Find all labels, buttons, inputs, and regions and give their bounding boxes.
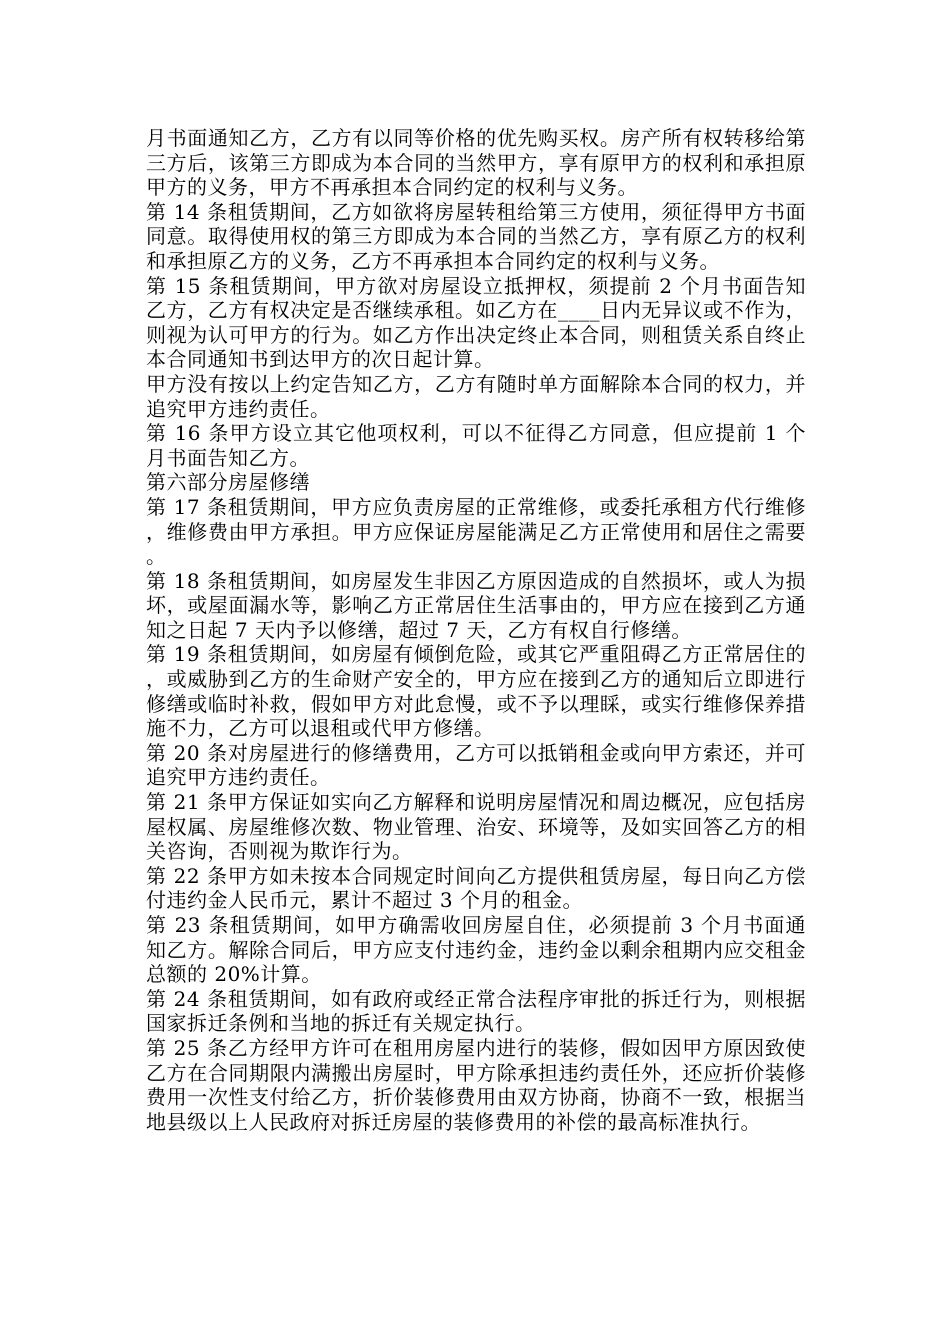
paragraph-article-24: 第 24 条租赁期间，如有政府或经正常合法程序审批的拆迁行为，则根据国家拆迁条例和当地的拆迁有关规定执行。 bbox=[146, 986, 806, 1036]
document-body bbox=[146, 126, 806, 1134]
paragraph-article-15: 第 15 条租赁期间，甲方欲对房屋设立抵押权，须提前 2 个月书面告知乙方，乙方有权决定是否继续承租。如乙方在____日内无异议或不作为，则视为认可甲方的行为。如乙方作出决定终止本合同，则租赁关系自终止本合同通知书到达甲方的次日起计算。 bbox=[146, 273, 806, 372]
paragraph-article-22: 第 22 条甲方如未按本合同规定时间向乙方提供租赁房屋，每日向乙方偿付违约金人民币元，累计不超过 3 个月的租金。 bbox=[146, 863, 806, 913]
paragraph-article-15-notice: 甲方没有按以上约定告知乙方，乙方有随时单方面解除本合同的权力，并追究甲方违约责任。 bbox=[146, 371, 806, 421]
paragraph-article-21: 第 21 条甲方保证如实向乙方解释和说明房屋情况和周边概况，应包括房屋权属、房屋维修次数、物业管理、治安、环境等，及如实回答乙方的相关咨询，否则视为欺诈行为。 bbox=[146, 790, 806, 864]
paragraph-article-17: 第 17 条租赁期间，甲方应负责房屋的正常维修，或委托承租方代行维修，维修费由甲方承担。甲方应保证房屋能满足乙方正常使用和居住之需要。 bbox=[146, 494, 806, 569]
paragraph-article-14: 第 14 条租赁期间，乙方如欲将房屋转租给第三方使用，须征得甲方书面同意。取得使用权的第三方即成为本合同的当然乙方，享有原乙方的权利和承担原乙方的义务，乙方不再承担本合同约定的权利与义务。 bbox=[146, 199, 806, 273]
paragraph-article-16: 第 16 条甲方设立其它他项权利，可以不征得乙方同意，但应提前 1 个月书面告知乙方。 bbox=[146, 421, 806, 470]
paragraph-article-19: 第 19 条租赁期间，如房屋有倾倒危险，或其它严重阻碍乙方正常居住的，或威胁到乙方的生命财产安全的，甲方应在接到乙方的通知后立即进行修缮或临时补救，假如甲方对此怠慢，或不予以理睬，或实行维修保养措施不力，乙方可以退租或代甲方修缮。 bbox=[146, 642, 806, 741]
paragraph-article-25: 第 25 条乙方经甲方许可在租用房屋内进行的装修，假如因甲方原因致使乙方在合同期限内满搬出房屋时，甲方除承担违约责任外，还应折价装修费用一次性支付给乙方，折价装修费用由双方协商，协商不一致，根据当地县级以上人民政府对拆迁房屋的装修费用的补偿的最高标准执行。 bbox=[146, 1035, 806, 1134]
paragraph-article-20: 第 20 条对房屋进行的修缮费用，乙方可以抵销租金或向甲方索还，并可追究甲方违约责任。 bbox=[146, 740, 806, 790]
section-heading-part-6: 第六部分房屋修缮 bbox=[146, 470, 310, 495]
paragraph-p1: 月书面通知乙方，乙方有以同等价格的优先购买权。房产所有权转移给第三方后，该第三方即成为本合同的当然甲方，享有原甲方的权利和承担原甲方的义务，甲方不再承担本合同约定的权利与义务。 bbox=[146, 126, 806, 200]
paragraph-article-18: 第 18 条租赁期间，如房屋发生非因乙方原因造成的自然损坏，或人为损坏，或屋面漏水等，影响乙方正常居住生活事由的，甲方应在接到乙方通知之日起 7 天内予以修缮，超过 7 天，乙方有权自行修缮。 bbox=[146, 568, 806, 642]
paragraph-article-23: 第 23 条租赁期间，如甲方确需收回房屋自住，必须提前 3 个月书面通知乙方。解除合同后，甲方应支付违约金，违约金以剩余租期内应交租金总额的 20%计算。 bbox=[146, 913, 806, 987]
